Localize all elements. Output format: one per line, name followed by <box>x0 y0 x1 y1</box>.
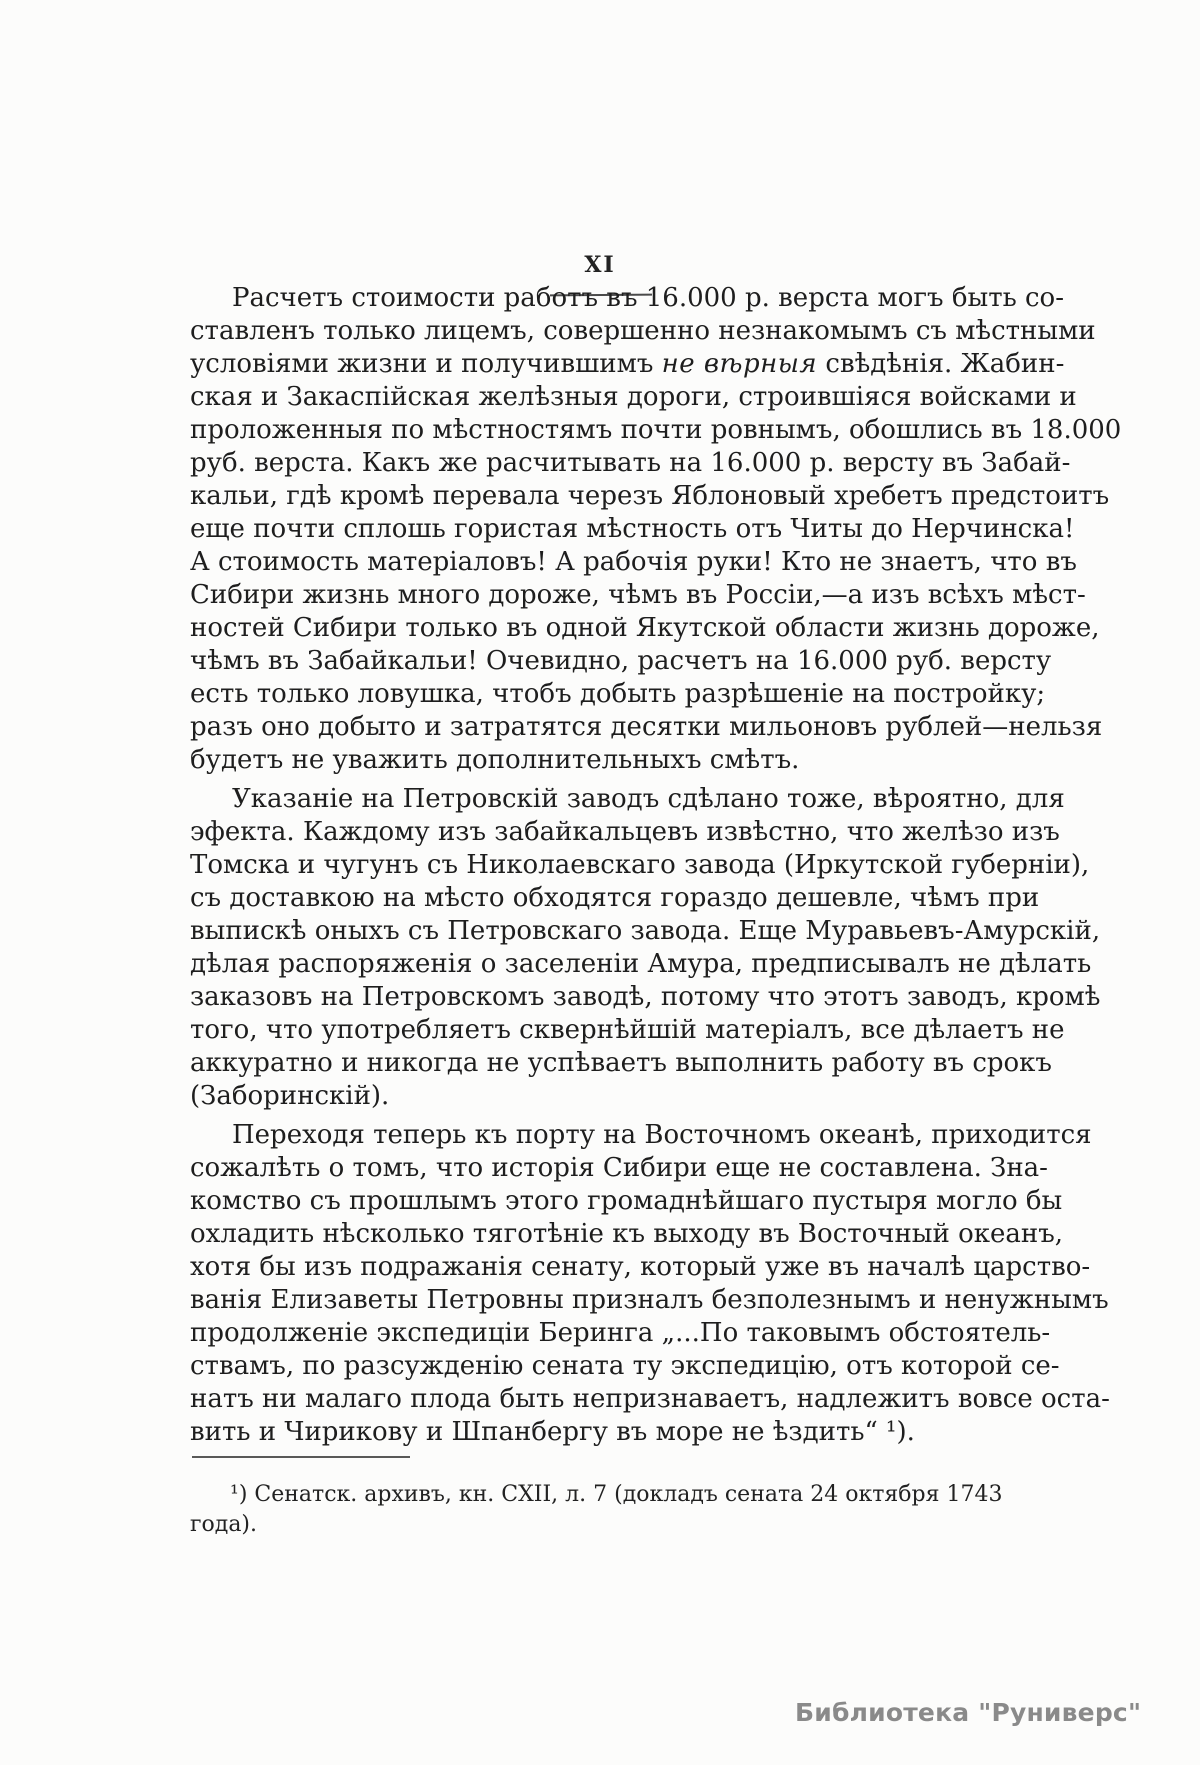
text-line: разъ оно добыто и затратятся десятки мильоновъ рублей—нельзя <box>190 712 1103 742</box>
text-line: есть только ловушка, чтобъ добыть разрѣшеніе на постройку; <box>190 679 1046 709</box>
paragraph <box>190 282 1122 777</box>
text-line: Томска и чугунъ съ Николаевскаго завода (Иркутской губерніи), <box>190 850 1090 880</box>
text-line: выпискѣ оныхъ съ Петровскаго завода. Еще Муравьевъ-Амурскій, <box>190 916 1101 946</box>
text-line: аккуратно и никогда не успѣваетъ выполнить работу въ срокъ <box>190 1048 1052 1078</box>
text-line: ванія Елизаветы Петровны призналъ безполезнымъ и ненужнымъ <box>190 1285 1109 1315</box>
text-line: А стоимость матеріаловъ! А рабочія руки! Кто не знаетъ, что въ <box>190 547 1077 577</box>
text-line: сожалѣть о томъ, что исторія Сибири еще не составлена. Зна- <box>190 1153 1048 1183</box>
text-line: охладить нѣсколько тяготѣніе къ выходу въ Восточный океанъ, <box>190 1219 1064 1249</box>
text-line: дѣлая распоряженія о заселеніи Амура, предписывалъ не дѣлать <box>190 949 1092 979</box>
text-line: кальи, гдѣ кромѣ перевала черезъ Яблоновый хребетъ предстоитъ <box>190 481 1110 511</box>
text-line: съ доставкою на мѣсто обходятся гораздо дешевле, чѣмъ при <box>190 883 1040 913</box>
text-line: ставленъ только лицемъ, совершенно незнакомымъ съ мѣстными <box>190 316 1096 346</box>
text-line: еще почти сплошь гористая мѣстность отъ Читы до Нерчинска! <box>190 514 1075 544</box>
library-watermark: Библиотека "Руниверс" <box>795 1698 1142 1727</box>
text-line: продолженіе экспедиціи Беринга „...По таковымъ обстоятель- <box>190 1318 1051 1348</box>
text-line: комство съ прошлымъ этого громаднѣйшаго пустыря могло бы <box>190 1186 1063 1216</box>
text-line: будетъ не уважить дополнительныхъ смѣтъ. <box>190 745 800 775</box>
text-line: (Заборинскій). <box>190 1081 390 1111</box>
text-line: вить и Чирикову и Шпанбергу въ море не ѣздить“ ¹). <box>190 1417 915 1447</box>
paragraph <box>190 783 1101 1113</box>
text-line: Указаніе на Петровскій заводъ сдѣлано тоже, вѣроятно, для <box>232 784 1065 814</box>
text-line: натъ ни малаго плода быть непризнаваетъ, надлежитъ вовсе оста- <box>190 1384 1110 1414</box>
text-line: ностей Сибири только въ одной Якутской области жизнь дороже, <box>190 613 1100 643</box>
text-line: условіями жизни и получившимъ не вѣрныя свѣдѣнія. Жабин- <box>190 349 1065 379</box>
text-line: ская и Закаспійская желѣзныя дороги, строившіяся войсками и <box>190 382 1077 412</box>
text-line: Переходя теперь къ порту на Восточномъ океанѣ, приходится <box>232 1120 1092 1150</box>
text-line: ствамъ, по разсужденію сената ту экспедицію, отъ которой се- <box>190 1351 1060 1381</box>
body-text <box>190 282 1122 1449</box>
text-line: руб. верста. Какъ же расчитывать на 16.000 р. версту въ Забай- <box>190 448 1071 478</box>
text-line: заказовъ на Петровскомъ заводѣ, потому что этотъ заводъ, кромѣ <box>190 982 1101 1012</box>
text-line: Расчетъ стоимости работъ въ 16.000 р. верста могъ быть со- <box>232 283 1064 313</box>
text-line: эфекта. Каждому изъ забайкальцевъ извѣстно, что желѣзо изъ <box>190 817 1060 847</box>
text-line: Сибири жизнь много дороже, чѣмъ въ Россіи,—а изъ всѣхъ мѣст- <box>190 580 1086 610</box>
text-line: чѣмъ въ Забайкальи! Очевидно, расчетъ на 16.000 руб. версту <box>190 646 1052 676</box>
paragraph <box>190 1119 1110 1449</box>
text-line: хотя бы изъ подражанія сенату, который уже въ началѣ царство- <box>190 1252 1091 1282</box>
text-line: того, что употребляетъ сквернѣйшій матеріалъ, все дѣлаетъ не <box>190 1015 1065 1045</box>
footnote: ¹) Сенатск. архивъ, кн. CXII, л. 7 (докладъ сената 24 октября 1743 года). <box>190 1482 1003 1537</box>
text-line: проложенныя по мѣстностямъ почти ровнымъ, обошлись въ 18.000 <box>190 415 1122 445</box>
footnote-divider <box>192 1456 410 1458</box>
page-number: XI <box>584 252 616 278</box>
